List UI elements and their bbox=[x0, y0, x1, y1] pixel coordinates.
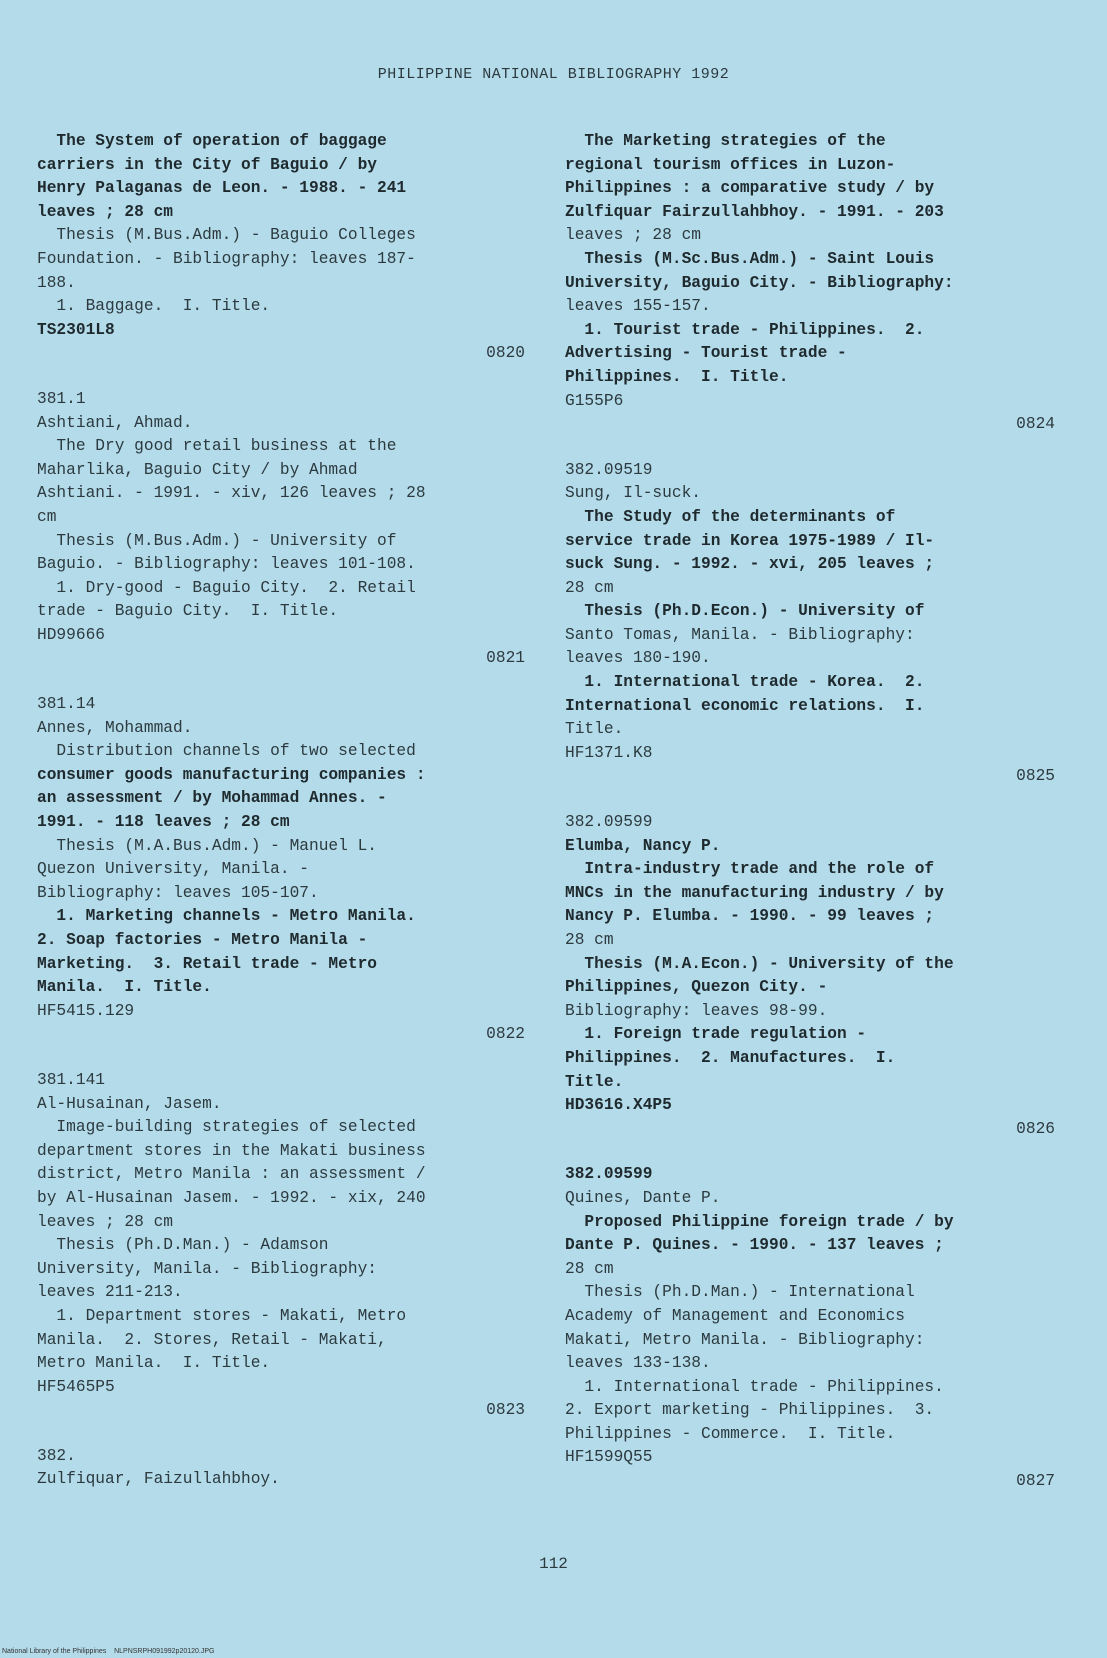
entry-line: Proposed Philippine foreign trade / by bbox=[565, 1212, 954, 1231]
footer-file-id: NLPNSRPH091992p20120.JPG bbox=[114, 1648, 215, 1655]
entry-line: 2. Export marketing - Philippines. 3. bbox=[565, 1401, 935, 1420]
entry-line: HF1371.K8 bbox=[565, 743, 653, 762]
entry-line: Zulfiquar Fairzullahbhoy. - 1991. - 203 bbox=[565, 202, 944, 221]
entry-line: an assessment / by Mohammad Annes. - bbox=[37, 789, 387, 808]
entry-line: University, Baguio City. - Bibliography: bbox=[565, 273, 954, 292]
entry-line: Quines, Dante P. bbox=[565, 1188, 721, 1207]
entry-line: trade - Baguio City. I. Title. bbox=[37, 602, 339, 621]
entry-line: regional tourism offices in Luzon- bbox=[565, 155, 896, 174]
entry-line: 1. Marketing channels - Metro Manila. bbox=[37, 907, 416, 926]
entry-line: 1. Dry-good - Baguio City. 2. Retail bbox=[37, 578, 416, 597]
entry-line: 28 cm bbox=[565, 931, 614, 949]
entry-line: Quezon University, Manila. - bbox=[37, 860, 309, 879]
entry-line: cm bbox=[37, 507, 57, 526]
entry-line: 1. Baggage. I. Title. bbox=[37, 297, 271, 316]
entry-line: Title. bbox=[565, 1072, 624, 1091]
entry-line: Bibliography: leaves 98-99. bbox=[565, 1001, 828, 1020]
page-header: PHILIPPINE NATIONAL BIBLIOGRAPHY 1992 bbox=[377, 66, 730, 83]
entry-line: 1. International trade - Korea. 2. bbox=[565, 673, 925, 692]
entry-line: Al-Husainan, Jasem. bbox=[37, 1094, 222, 1113]
entry-number: 0824 bbox=[1016, 415, 1055, 434]
entry-line: The Study of the determinants of bbox=[565, 507, 896, 526]
entry-line: Advertising - Tourist trade - bbox=[565, 344, 847, 363]
entry-line: 1991. - 118 leaves ; 28 cm bbox=[37, 813, 290, 832]
entry-line: Title. bbox=[565, 720, 624, 739]
entry-line: Thesis (M.Sc.Bus.Adm.) - Saint Louis bbox=[565, 249, 935, 268]
entry-line: TS2301L8 bbox=[37, 320, 115, 339]
entry-line: carriers in the City of Baguio / by bbox=[37, 155, 377, 174]
entry-line: leaves 155-157. bbox=[565, 297, 711, 316]
entry-line: suck Sung. - 1992. - xvi, 205 leaves ; bbox=[565, 555, 935, 574]
bibliography-entry bbox=[37, 388, 525, 671]
entry-line: 28 cm bbox=[565, 578, 614, 597]
entry-line: 1. Tourist trade - Philippines. 2. bbox=[565, 320, 925, 339]
right-column bbox=[565, 130, 1055, 1494]
entry-line: department stores in the Makati business bbox=[37, 1141, 426, 1160]
entry-number: 0822 bbox=[486, 1025, 525, 1044]
bibliography-entry bbox=[37, 1445, 525, 1492]
entry-line: Maharlika, Baguio City / by Ahmad bbox=[37, 460, 358, 479]
entry-gap bbox=[565, 437, 1055, 459]
entry-line: leaves 180-190. bbox=[565, 649, 711, 668]
entry-line: The Marketing strategies of the bbox=[565, 132, 886, 150]
entry-gap bbox=[565, 789, 1055, 811]
entry-line: 382.09599 bbox=[565, 813, 653, 832]
entry-line: Henry Palaganas de Leon. - 1988. - 241 bbox=[37, 179, 407, 198]
entry-line: service trade in Korea 1975-1989 / Il- bbox=[565, 531, 935, 550]
entry-line: leaves 211-213. bbox=[37, 1283, 183, 1302]
entry-line: Distribution channels of two selected bbox=[37, 742, 416, 761]
entry-line: 1. Foreign trade regulation - bbox=[565, 1025, 867, 1044]
entry-line: G155P6 bbox=[565, 391, 624, 410]
bibliography-entry bbox=[565, 1163, 1055, 1493]
entry-line: consumer goods manufacturing companies : bbox=[37, 765, 426, 784]
entry-line: International economic relations. I. bbox=[565, 696, 925, 715]
entry-line: 381.1 bbox=[37, 389, 86, 408]
entry-line: 381.141 bbox=[37, 1070, 105, 1089]
entry-line: The Dry good retail business at the bbox=[37, 437, 397, 456]
entry-line: 381.14 bbox=[37, 695, 96, 714]
entry-line: HD99666 bbox=[37, 625, 105, 644]
entry-line: 382.09519 bbox=[565, 460, 653, 479]
entry-line: 2. Soap factories - Metro Manila - bbox=[37, 931, 368, 949]
entry-line: Image-building strategies of selected bbox=[37, 1118, 416, 1137]
entry-line: 382. bbox=[37, 1446, 76, 1465]
entry-line: HF5415.129 bbox=[37, 1001, 135, 1020]
entry-line: leaves ; 28 cm bbox=[37, 1212, 173, 1231]
entry-line: Bibliography: leaves 105-107. bbox=[37, 883, 319, 902]
bibliography-entry bbox=[565, 459, 1055, 789]
left-column bbox=[37, 130, 525, 1492]
entry-line: Manila. 2. Stores, Retail - Makati, bbox=[37, 1330, 387, 1349]
entry-line: Foundation. - Bibliography: leaves 187- bbox=[37, 249, 416, 268]
entry-line: Zulfiquar, Faizullahbhoy. bbox=[37, 1470, 280, 1489]
entry-number: 0826 bbox=[1016, 1119, 1055, 1138]
entry-line: 382.09599 bbox=[565, 1165, 653, 1184]
entry-line: HD3616.X4P5 bbox=[565, 1096, 672, 1115]
entry-line: Thesis (Ph.D.Econ.) - University of bbox=[565, 602, 925, 621]
entry-number: 0820 bbox=[486, 344, 525, 363]
entry-line: The System of operation of baggage bbox=[37, 132, 387, 150]
entry-line: Philippines - Commerce. I. Title. bbox=[565, 1424, 896, 1443]
entry-line: Nancy P. Elumba. - 1990. - 99 leaves ; bbox=[565, 907, 935, 926]
entry-line: Baguio. - Bibliography: leaves 101-108. bbox=[37, 555, 416, 574]
bibliography-entry bbox=[37, 693, 525, 1047]
scan-footer bbox=[2, 1647, 214, 1656]
entry-line: Ashtiani, Ahmad. bbox=[37, 413, 193, 432]
entry-line: Academy of Management and Economics bbox=[565, 1306, 905, 1325]
bibliography-entry bbox=[565, 811, 1055, 1141]
entry-line: 188. bbox=[37, 273, 76, 292]
entry-number: 0827 bbox=[1016, 1472, 1055, 1491]
entry-line: 28 cm bbox=[565, 1259, 614, 1278]
entry-line: HF5465P5 bbox=[37, 1377, 115, 1396]
entry-line: Sung, Il-suck. bbox=[565, 484, 701, 503]
bibliography-entry bbox=[565, 130, 1055, 437]
entry-line: 1. Department stores - Makati, Metro bbox=[37, 1306, 407, 1325]
entry-line: Ashtiani. - 1991. - xiv, 126 leaves ; 28 bbox=[37, 484, 426, 503]
entry-line: Thesis (M.A.Bus.Adm.) - Manuel L. bbox=[37, 836, 377, 855]
entry-line: Santo Tomas, Manila. - Bibliography: bbox=[565, 625, 915, 644]
entry-gap bbox=[37, 366, 525, 388]
entry-line: 1. International trade - Philippines. bbox=[565, 1377, 944, 1396]
entry-line: leaves ; 28 cm bbox=[565, 226, 701, 245]
entry-gap bbox=[37, 671, 525, 693]
entry-line: Thesis (M.A.Econ.) - University of the bbox=[565, 954, 954, 973]
entry-line: Intra-industry trade and the role of bbox=[565, 860, 935, 879]
entry-line: Thesis (M.Bus.Adm.) - University of bbox=[37, 531, 397, 550]
entry-line: Makati, Metro Manila. - Bibliography: bbox=[565, 1330, 925, 1349]
entry-line: MNCs in the manufacturing industry / by bbox=[565, 883, 944, 902]
entry-line: Dante P. Quines. - 1990. - 137 leaves ; bbox=[565, 1236, 944, 1255]
entry-line: University, Manila. - Bibliography: bbox=[37, 1259, 377, 1278]
entry-line: Annes, Mohammad. bbox=[37, 718, 193, 737]
bibliography-entry bbox=[37, 130, 525, 366]
entry-line: HF1599Q55 bbox=[565, 1448, 653, 1467]
bibliography-entry bbox=[37, 1069, 525, 1423]
entry-line: Thesis (Ph.D.Man.) - International bbox=[565, 1283, 915, 1302]
entry-line: by Al-Husainan Jasem. - 1992. - xix, 240 bbox=[37, 1188, 426, 1207]
entry-line: leaves 133-138. bbox=[565, 1354, 711, 1373]
entry-line: Philippines. 2. Manufactures. I. bbox=[565, 1048, 896, 1067]
page-number: 112 bbox=[539, 1555, 568, 1573]
entry-number: 0825 bbox=[1016, 767, 1055, 786]
entry-line: leaves ; 28 cm bbox=[37, 202, 173, 221]
entry-gap bbox=[565, 1141, 1055, 1163]
entry-line: Philippines : a comparative study / by bbox=[565, 179, 935, 198]
entry-line: Thesis (M.Bus.Adm.) - Baguio Colleges bbox=[37, 226, 416, 245]
entry-line: district, Metro Manila : an assessment / bbox=[37, 1165, 426, 1184]
entry-line: Manila. I. Title. bbox=[37, 978, 212, 997]
entry-line: Marketing. 3. Retail trade - Metro bbox=[37, 954, 377, 973]
footer-library: National Library of the Philippines bbox=[2, 1648, 107, 1655]
entry-gap bbox=[37, 1423, 525, 1445]
entry-line: Philippines, Quezon City. - bbox=[565, 978, 828, 997]
entry-number: 0823 bbox=[486, 1401, 525, 1420]
entry-line: Thesis (Ph.D.Man.) - Adamson bbox=[37, 1236, 329, 1255]
entry-line: Elumba, Nancy P. bbox=[565, 836, 721, 855]
entry-line: Metro Manila. I. Title. bbox=[37, 1354, 271, 1373]
entry-gap bbox=[37, 1047, 525, 1069]
entry-number: 0821 bbox=[486, 649, 525, 668]
entry-line: Philippines. I. Title. bbox=[565, 367, 789, 386]
